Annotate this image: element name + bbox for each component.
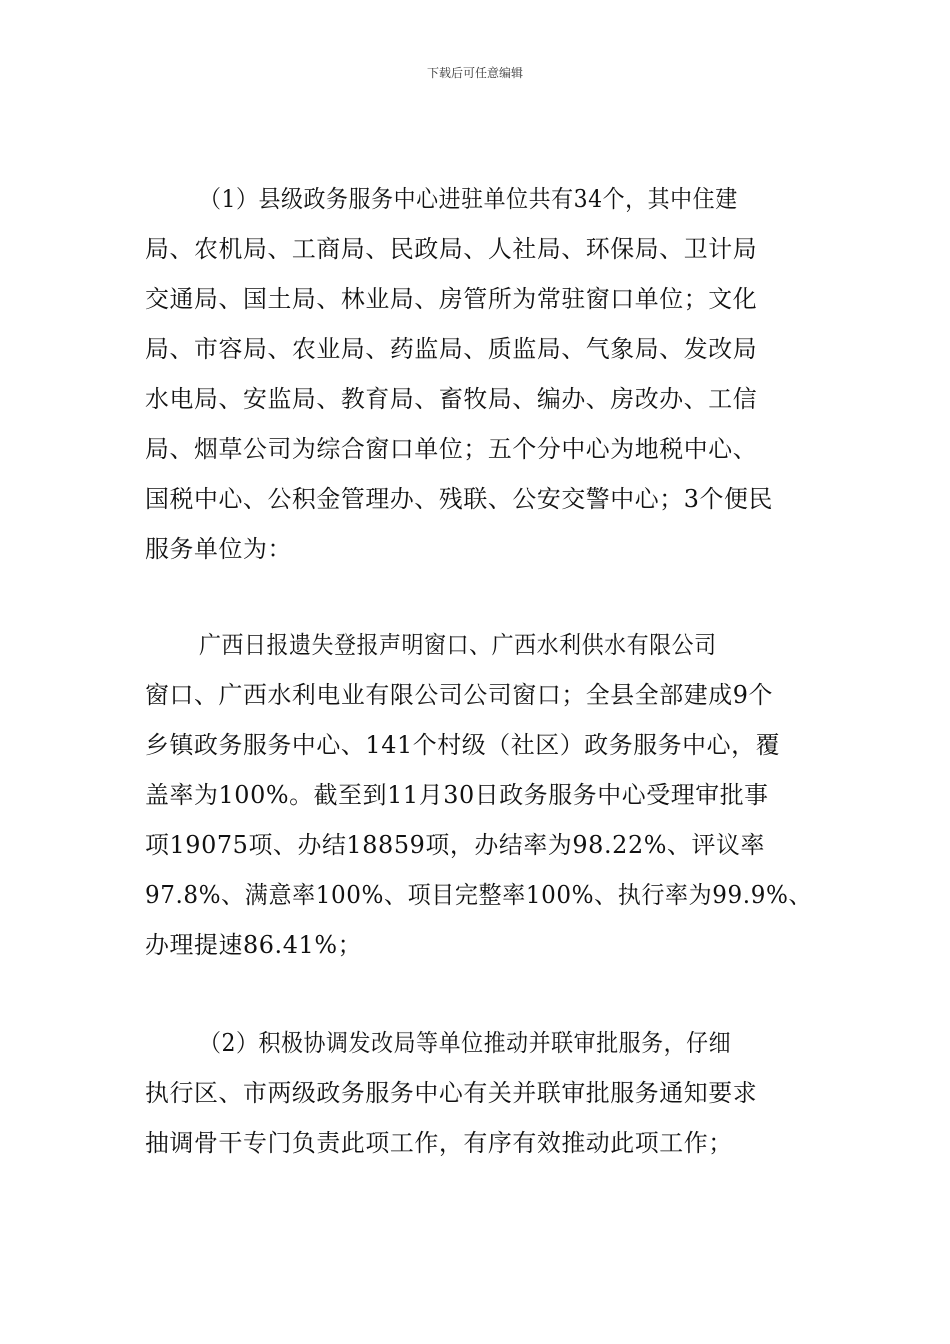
paragraph-line: 国税中心、公积金管理办、残联、公安交警中心；3个便民 (145, 485, 774, 513)
paragraph-line: 广西日报遗失登报声明窗口、广西水利供水有限公司 (199, 631, 717, 659)
paragraph-line: （1）县级政务服务中心进驻单位共有34个，其中住建 (199, 185, 738, 213)
paragraph-line: 办理提速86.41%； (145, 931, 363, 959)
paragraph-line: 局、农机局、工商局、民政局、人社局、环保局、卫计局 (145, 235, 758, 263)
paragraph-line: 服务单位为： (145, 535, 292, 563)
paragraph-line: （2）积极协调发改局等单位推动并联审批服务，仔细 (199, 1029, 732, 1057)
paragraph-line: 局、烟草公司为综合窗口单位；五个分中心为地税中心、 (145, 435, 758, 463)
paragraph-line: 局、市容局、农业局、药监局、质监局、气象局、发改局 (145, 335, 758, 363)
page-header-note: 下载后可任意编辑 (426, 66, 523, 80)
paragraph-line: 交通局、国土局、林业局、房管所为常驻窗口单位；文化 (145, 285, 758, 313)
paragraph-line: 97.8%、满意率100%、项目完整率100%、执行率为99.9%、 (145, 881, 813, 909)
paragraph-line: 窗口、广西水利电业有限公司公司窗口；全县全部建成9个 (145, 681, 774, 709)
paragraph-line: 盖率为100%。截至到11月30日政务服务中心受理审批事 (145, 781, 769, 809)
paragraph-line: 乡镇政务服务中心、141个村级（社区）政务服务中心，覆 (145, 731, 781, 759)
paragraph-line: 抽调骨干专门负责此项工作，有序有效推动此项工作； (145, 1129, 733, 1157)
paragraph-line: 水电局、安监局、教育局、畜牧局、编办、房改办、工信 (145, 385, 758, 413)
paragraph-line: 项19075项、办结18859项，办结率为98.22%、评议率 (145, 831, 766, 859)
paragraph-line: 执行区、市两级政务服务中心有关并联审批服务通知要求 (145, 1079, 758, 1107)
